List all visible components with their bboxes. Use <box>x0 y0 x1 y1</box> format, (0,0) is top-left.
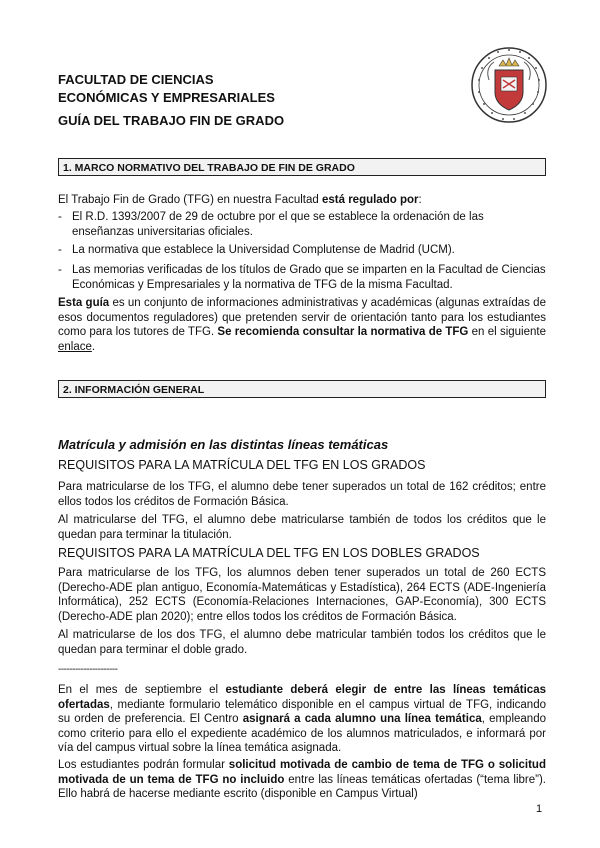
guide-paragraph: Esta guía es un conjunto de informaciones administrativas y académicas (algunas extraídas de esos documentos reguladores) que pretenden servir de orientación tanto para los estudiantes como para los tutores de TFG. Se recomienda consultar la normativa de TFG en el siguiente enlace. <box>58 297 546 353</box>
list-item: - El R.D. 1393/2007 de 29 de octubre por el que se establece la ordenación de las enseñanzas universitarias oficiales. <box>58 211 484 238</box>
guide-title: GUÍA DEL TRABAJO FIN DE GRADO <box>58 113 285 128</box>
list-item: - Las memorias verificadas de los títulos de Grado que se imparten en la Facultad de Ciencias Económicas y Empresariales y la normativa de TFG de la misma Facultad. <box>58 264 546 291</box>
intro-paragraph: El Trabajo Fin de Grado (TFG) en nuestra Facultad está regulado por: <box>58 194 422 206</box>
page-number: 1 <box>536 803 543 815</box>
requirements-heading-dobles-grados: REQUISITOS PARA LA MATRÍCULA DEL TFG EN LOS DOBLES GRADOS <box>58 546 480 560</box>
section-heading-informacion-general: 2. INFORMACIÓN GENERAL <box>58 380 546 398</box>
list-item: - La normativa que establece la Universidad Complutense de Madrid (UCM). <box>58 244 455 256</box>
paragraph: Para matricularse de los TFG, los alumnos deben tener superados un total de 260 ECTS (Derecho-ADE plan antiguo, Economía-Matemáticas y Estadística), 264 ECTS (ADE-Ingeniería Informática), 252 ECTS (Economía-Relaciones Internaciones, GAP-Economía), 300 ECTS (Derecho-ADE plan 2020); entre ellos todos los créditos de Formación Básica. <box>58 567 546 623</box>
paragraph: Al matricularse de los dos TFG, el alumno debe matricular también todos los créditos que le quedan para terminar el doble grado. <box>58 629 546 656</box>
paragraph: Para matricularse de los TFG, el alumno debe tener superados un total de 162 créditos; entre ellos todos los créditos de Formación Básica. <box>58 481 546 508</box>
subheading-matricula: Matrícula y admisión en las distintas líneas temáticas <box>58 437 389 452</box>
separator: --------------------- <box>58 664 118 675</box>
faculty-title-line1: FACULTAD DE CIENCIAS <box>58 72 214 87</box>
paragraph: En el mes de septiembre el estudiante deberá elegir de entre las líneas temáticas ofertadas, mediante formulario telemático disponible en el campus virtual de TFG, indicando su orden de preferencia. El Centro asignará a cada alumno una línea temática, empleando como criterio para ello el expediente académico de los alumnos matriculados, e informará por vía del campus virtual sobre la línea temática asignada. <box>58 684 546 754</box>
paragraph: Al matricularse del TFG, el alumno debe matricularse también de todos los créditos que le quedan para terminar la titulación. <box>58 514 546 541</box>
section-heading-marco-normativo: 1. MARCO NORMATIVO DEL TRABAJO DE FIN DE GRADO <box>58 158 546 176</box>
faculty-title-line2: ECONÓMICAS Y EMPRESARIALES <box>58 90 275 105</box>
normativa-link[interactable]: enlace <box>58 340 92 353</box>
requirements-heading-grados: REQUISITOS PARA LA MATRÍCULA DEL TFG EN LOS GRADOS <box>58 458 426 472</box>
university-crest-icon <box>470 40 548 130</box>
paragraph: Los estudiantes podrán formular solicitud motivada de cambio de tema de TFG o solicitud motivada de un tema de TFG no incluido entre las líneas temáticas ofertadas (“tema libre”). Ello habrá de hacerse mediante escrito (disponible en Campus Virtual) <box>58 759 546 800</box>
